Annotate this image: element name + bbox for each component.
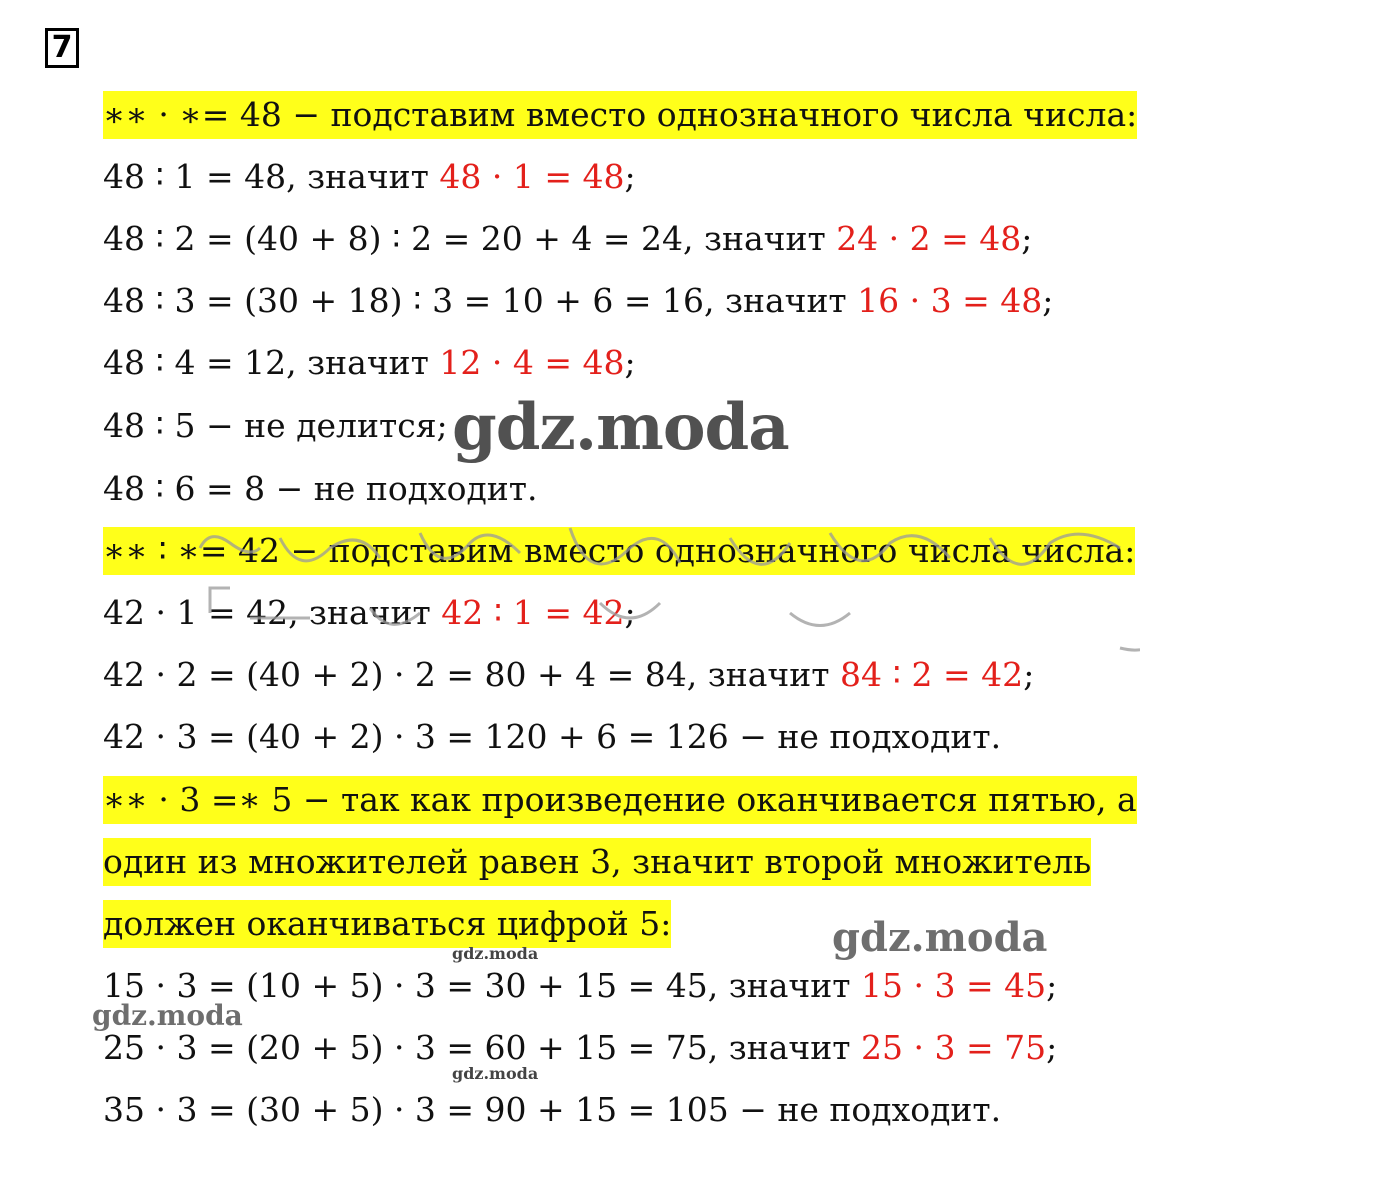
solution-line <box>103 339 636 387</box>
watermark-logo: gdz.moda <box>452 1064 539 1083</box>
solution-line <box>103 153 636 201</box>
line-text: должен оканчиваться цифрой 5: <box>103 904 672 943</box>
solution-line <box>103 402 448 450</box>
solution-line <box>103 713 1001 761</box>
line-text: ; <box>1046 966 1058 1005</box>
highlighted-line <box>103 91 1137 139</box>
watermark-logo: gdz.moda <box>832 914 1048 961</box>
solution-line <box>103 215 1032 263</box>
answer-expression: 25 · 3 = 75 <box>861 1028 1047 1067</box>
solution-line <box>103 589 636 637</box>
line-text: 48 ∶ 3 = (30 + 18) ∶ 3 = 10 + 6 = 16, значит <box>103 281 858 320</box>
line-text: ; <box>1046 1028 1058 1067</box>
line-text: ∗∗ · 3 =∗ 5 − так как произведение оканчивается пятью, а <box>103 780 1137 819</box>
watermark-logo: gdz.moda <box>452 390 789 465</box>
highlighted-line <box>103 776 1137 824</box>
highlighted-line <box>103 900 671 948</box>
solution-line <box>103 1086 1001 1134</box>
line-text: один из множителей равен 3, значит второй множитель <box>103 842 1092 881</box>
line-text: 48 ∶ 1 = 48, значит <box>103 157 440 196</box>
answer-expression: 15 · 3 = 45 <box>861 966 1047 1005</box>
line-text: 35 · 3 = (30 + 5) · 3 = 90 + 15 = 105 − не подходит. <box>103 1090 1002 1129</box>
answer-expression: 16 · 3 = 48 <box>857 281 1043 320</box>
line-text: ; <box>624 343 636 382</box>
highlighted-line <box>103 838 1091 886</box>
line-text: ; <box>1021 219 1033 258</box>
line-text: 48 ∶ 4 = 12, значит <box>103 343 440 382</box>
solution-line <box>103 465 538 513</box>
solution-line <box>103 651 1034 699</box>
watermark-logo: gdz.moda <box>92 999 243 1032</box>
line-text: 48 ∶ 2 = (40 + 8) ∶ 2 = 20 + 4 = 24, значит <box>103 219 837 258</box>
task-number-box: 7 <box>45 28 79 68</box>
line-text: ; <box>624 157 636 196</box>
highlighted-line <box>103 527 1135 575</box>
line-text: 48 ∶ 6 = 8 − не подходит. <box>103 469 538 508</box>
line-text: ∗∗ · ∗= 48 − подставим вместо однозначного числа числа: <box>103 95 1138 134</box>
line-text: 42 · 1 = 42, значит <box>103 593 442 632</box>
line-text: 25 · 3 = (20 + 5) · 3 = 60 + 15 = 75, значит <box>103 1028 861 1067</box>
line-text: ; <box>1023 655 1035 694</box>
answer-expression: 12 · 4 = 48 <box>439 343 625 382</box>
line-text: ; <box>624 593 636 632</box>
solution-line <box>103 962 1057 1010</box>
line-text: 42 · 2 = (40 + 2) · 2 = 80 + 4 = 84, значит <box>103 655 840 694</box>
answer-expression: 84 ∶ 2 = 42 <box>840 655 1024 694</box>
answer-expression: 48 · 1 = 48 <box>439 157 625 196</box>
answer-expression: 24 · 2 = 48 <box>836 219 1022 258</box>
watermark-logo: gdz.moda <box>452 944 539 963</box>
line-text: ; <box>1042 281 1054 320</box>
solution-line <box>103 277 1053 325</box>
answer-expression: 42 ∶ 1 = 42 <box>441 593 625 632</box>
line-text: ∗∗ ∶ ∗= 42 − подставим вместо однозначного числа числа: <box>103 531 1136 570</box>
line-text: 42 · 3 = (40 + 2) · 3 = 120 + 6 = 126 − не подходит. <box>103 717 1002 756</box>
solution-line <box>103 1024 1057 1072</box>
line-text: 48 ∶ 5 − не делится; <box>103 406 448 445</box>
line-text: 15 · 3 = (10 + 5) · 3 = 30 + 15 = 45, значит <box>103 966 861 1005</box>
